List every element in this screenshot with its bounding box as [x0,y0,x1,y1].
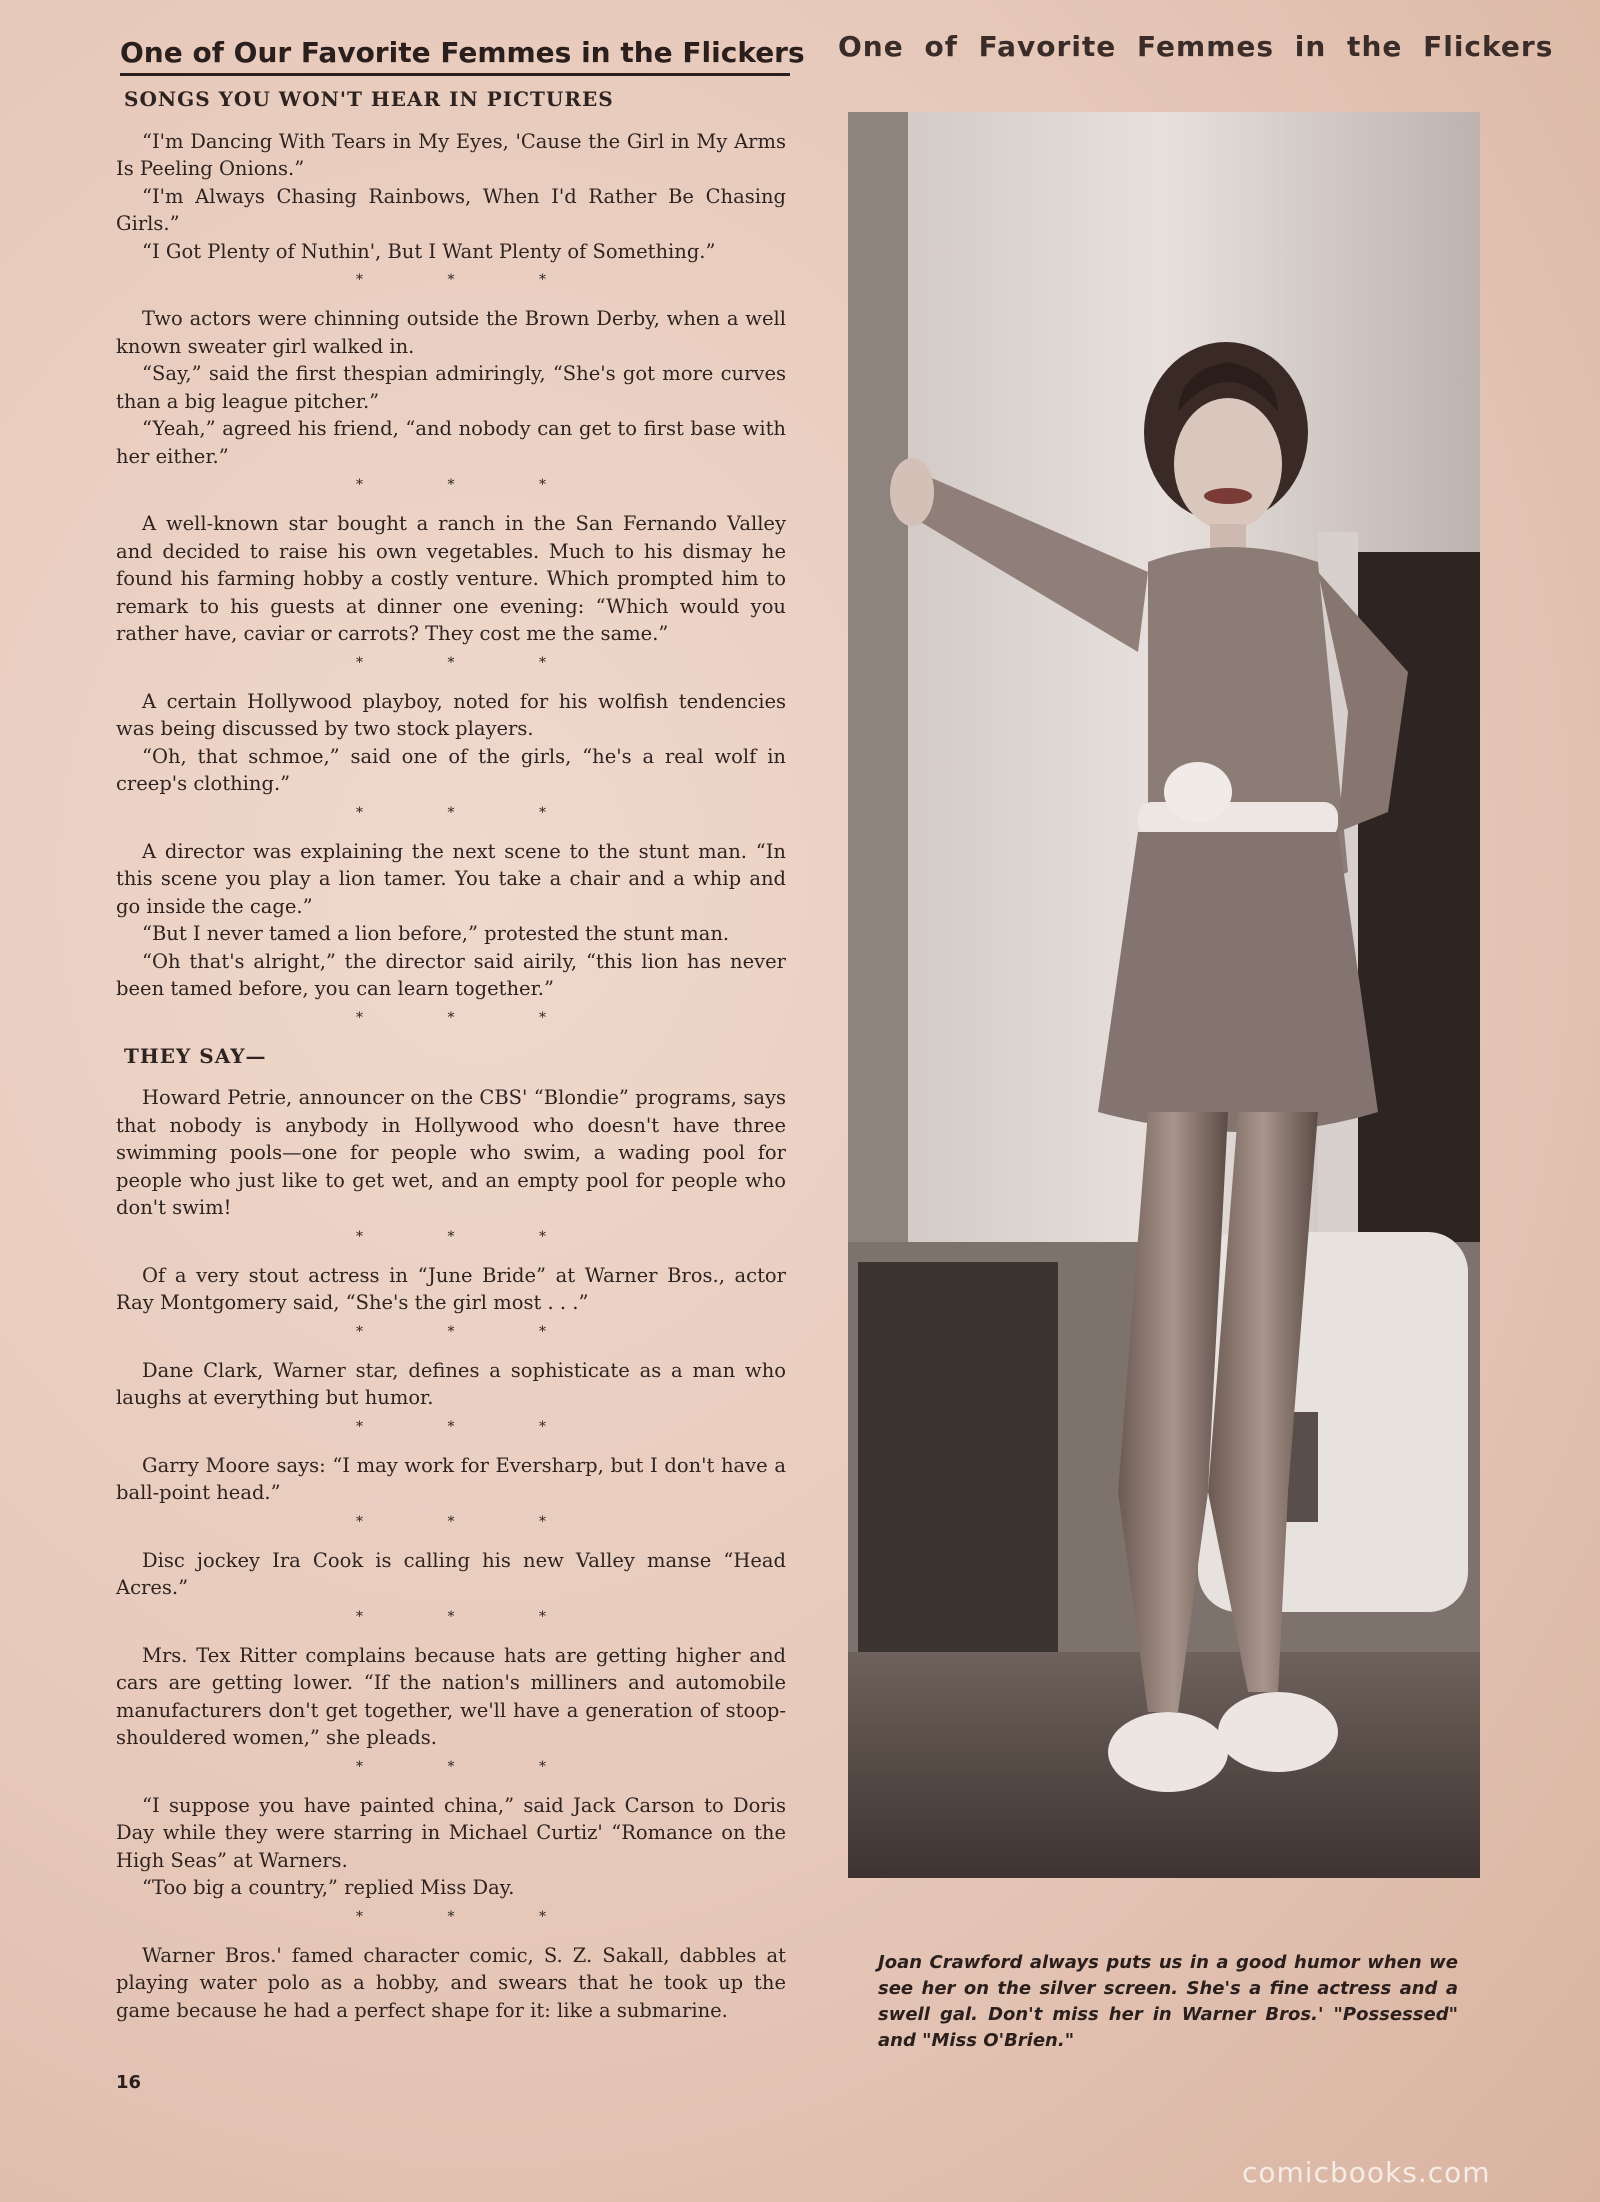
separator-stars: * * * [356,1758,586,1775]
they-say-item: Of a very stout actress in “June Bride” at Warner Bros., actor Ray Montgomery said, “She's the girl most . . .” [116,1263,786,1314]
anecdote-paragraph: “Oh that's alright,” the director said airily, “this lion has never been tamed before, you can learn together.” [116,949,786,1000]
anecdote-paragraph: “Oh, that schmoe,” said one of the girls, “he's a real wolf in creep's clothing.” [116,744,786,795]
anecdote-paragraph: A certain Hollywood playboy, noted for his wolfish tendencies was being discussed by two stock players. [116,689,786,740]
they-say-item: Mrs. Tex Ritter complains because hats are getting higher and cars are getting lower. “If the nation's milliners and automobile manufacturers don't get together, we'll have a generation of stoop-shouldered women,” she pleads. [116,1643,786,1749]
separator-stars: * * * [356,1323,586,1340]
they-say-item: Dane Clark, Warner star, defines a sophisticate as a man who laughs at everything but humor. [116,1358,786,1409]
separator-stars: * * * [356,1418,586,1435]
section-heading-songs: SONGS YOU WON'T HEAR IN PICTURES [124,87,614,111]
photo-illustration [848,112,1480,1878]
page-header-right: One of Favorite Femmes in the Flickers [838,30,1554,63]
anecdote-paragraph: A director was explaining the next scene to the stunt man. “In this scene you play a lion tamer. You take a chair and a whip and go inside the cage.” [116,839,786,918]
separator-stars: * * * [356,1009,586,1026]
section-heading-they-say: THEY SAY— [124,1043,267,1068]
site-watermark: comicbooks.com [1242,2156,1491,2189]
anecdote-paragraph: “Yeah,” agreed his friend, “and nobody can get to first base with her either.” [116,417,786,468]
they-say-item: Howard Petrie, announcer on the CBS' “Blondie” programs, says that nobody is anybody in Hollywood who doesn't have three swimming pools—one for people who swim, a wading pool for people who just like to get wet, and an empty pool for people who don't swim! [116,1086,786,1219]
page-header-left: One of Our Favorite Femmes in the Flickers [120,36,790,76]
photo-caption: Joan Crawford always puts us in a good humor when we see her on the silver screen. She's a fine actress and a swell gal. Don't miss her in Warner Bros.' "Possessed" and "Miss O'Brien." [878,1952,1458,2051]
they-say-item: “I suppose you have painted china,” said Jack Carson to Doris Day while they were starring in Michael Curtiz' “Romance on the High Seas” at Warners. [116,1793,786,1872]
anecdote-paragraph: A well-known star bought a ranch in the San Fernando Valley and decided to raise his own vegetables. Much to his dismay he found his farming hobby a costly venture. Which prompted him to remark to his guests at dinner one evening: “Which would you rather have, caviar or carrots? They cost me the same.” [116,512,786,645]
they-say-item: Disc jockey Ira Cook is calling his new Valley manse “Head Acres.” [116,1548,786,1599]
song-line: “I'm Dancing With Tears in My Eyes, 'Cause the Girl in My Arms Is Peeling Onions.” [116,129,786,180]
anecdote-paragraph: Two actors were chinning outside the Brown Derby, when a well known sweater girl walked in. [116,307,786,358]
separator-stars: * * * [356,1908,586,1925]
separator-stars: * * * [356,1513,586,1530]
separator-stars: * * * [356,1608,586,1625]
anecdote-paragraph: “But I never tamed a lion before,” protested the stunt man. [142,922,730,945]
separator-stars: * * * [356,477,586,493]
song-line: “I'm Always Chasing Rainbows, When I'd Rather Be Chasing Girls.” [116,184,786,235]
separator-stars: * * * [356,1228,586,1245]
they-say-item: “Too big a country,” replied Miss Day. [142,1876,515,1899]
separator-stars: * * * [356,654,586,671]
they-say-item: Garry Moore says: “I may work for Eversharp, but I don't have a ball-point head.” [116,1453,786,1504]
separator-stars: * * * [356,804,586,821]
actress-photo [848,112,1480,1878]
anecdote-paragraph: “Say,” said the first thespian admiringly, “She's got more curves than a big league pitcher.” [116,362,786,413]
song-line: “I Got Plenty of Nuthin', But I Want Plenty of Something.” [142,239,716,263]
page-number: 16 [116,2072,142,2093]
they-say-item: Warner Bros.' famed character comic, S. Z. Sakall, dabbles at playing water polo as a hobby, and swears that he took up the game because he had a perfect shape for it: like a submarine. [116,1943,786,2022]
left-text-column [116,86,786,2024]
separator-stars: * * * [356,272,586,288]
